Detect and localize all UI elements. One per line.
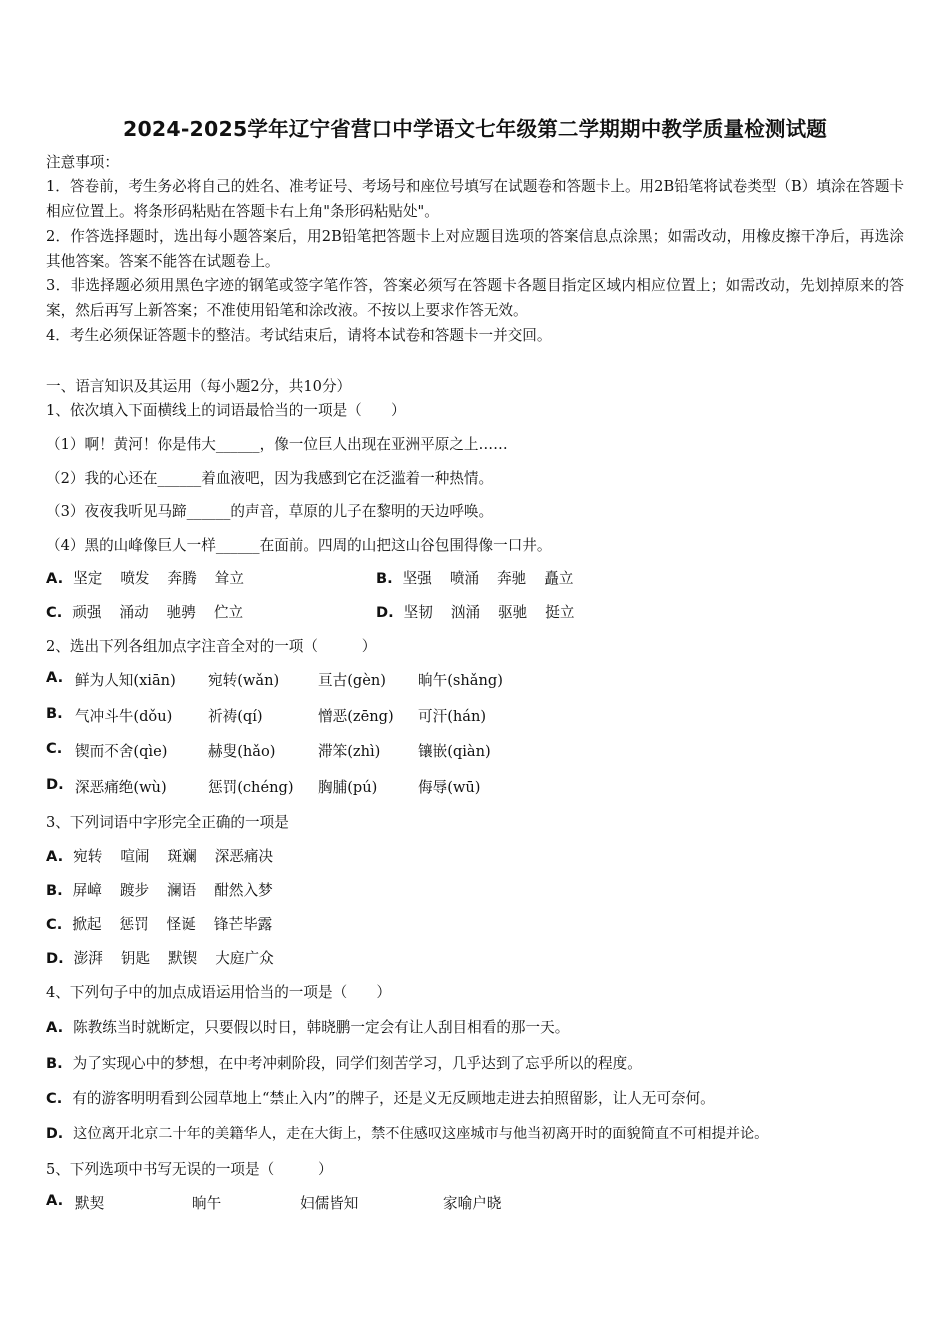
notice-item-2: 2．作答选择题时，选出每小题答案后，用2B铅笔把答题卡上对应题目选项的答案信息点涂黑；如需改动，用橡皮擦干净后，再选涂其他答案。答案不能答在试题卷上。 bbox=[46, 228, 904, 270]
q3-stem: 3、下列词语中字形完全正确的一项是 bbox=[46, 814, 289, 831]
option-word: 踱步 bbox=[119, 882, 150, 899]
option-letter: C. bbox=[46, 604, 63, 621]
option-word: 大庭广众 bbox=[215, 950, 274, 967]
option-word: 晌午 bbox=[192, 1195, 222, 1212]
pinyin-item: 祈祷(qí) bbox=[208, 708, 263, 725]
option-word: 挺立 bbox=[545, 604, 575, 621]
option-word: 澜语 bbox=[167, 882, 197, 899]
option-letter: D. bbox=[376, 604, 394, 621]
option-word: 深恶痛决 bbox=[214, 848, 274, 865]
option-word: 澎湃 bbox=[73, 950, 103, 967]
notice-item-1: 1．答卷前，考生务必将自己的姓名、准考证号、考场号和座位号填写在试题卷和答题卡上。用2B铅笔将试卷类型（B）填涂在答题卡相应位置上。将条形码粘贴在答题卡右上角"条形码粘贴处"。 bbox=[46, 178, 904, 220]
q3-option-b[interactable] bbox=[46, 879, 291, 900]
option-word: 喷涌 bbox=[449, 570, 480, 587]
option-text: 有的游客明明看到公园草地上“禁止入内”的牌子，还是义无反顾地走进去拍照留影，让人无可奈何。 bbox=[72, 1090, 715, 1107]
section-heading: 一、语言知识及其运用（每小题2分，共10分） bbox=[46, 378, 352, 395]
option-letter: B. bbox=[376, 570, 393, 587]
pinyin-item: 可汗(hán) bbox=[418, 708, 487, 725]
option-text: 陈教练当时就断定，只要假以时日，韩晓鹏一定会有让人刮目相看的那一天。 bbox=[73, 1019, 570, 1036]
q1-stem: 1、依次填入下面横线上的词语最恰当的一项是（ ） bbox=[46, 402, 406, 419]
q5-option-a[interactable] bbox=[46, 1192, 73, 1209]
pinyin-item: 气冲斗牛(dǒu) bbox=[75, 708, 173, 725]
option-letter: A. bbox=[46, 669, 64, 686]
option-letter: C. bbox=[46, 740, 63, 757]
option-letter: A. bbox=[46, 848, 64, 865]
option-text: 为了实现心中的梦想，在中考冲刺阶段，同学们刻苦学习，几乎达到了忘乎所以的程度。 bbox=[72, 1055, 642, 1072]
option-word: 喧闹 bbox=[120, 848, 150, 865]
option-word: 酣然入梦 bbox=[214, 882, 273, 899]
option-word: 坚韧 bbox=[403, 604, 433, 621]
option-letter: D. bbox=[46, 1126, 64, 1142]
option-word: 耸立 bbox=[214, 570, 244, 587]
pinyin-item: 亘古(gèn) bbox=[318, 672, 386, 689]
option-word: 顽强 bbox=[72, 604, 102, 621]
pinyin-item: 侮辱(wū) bbox=[418, 779, 481, 796]
option-letter: A. bbox=[46, 1192, 64, 1209]
pinyin-item: 宛转(wǎn) bbox=[208, 672, 280, 689]
page-title: 2024-2025学年辽宁省营口中学语文七年级第二学期期中教学质量检测试题 bbox=[122, 117, 828, 141]
pinyin-item: 锲而不舍(qìe) bbox=[75, 743, 168, 760]
option-word: 驱驰 bbox=[498, 604, 528, 621]
option-letter: B. bbox=[46, 705, 63, 722]
q3-option-c[interactable] bbox=[46, 913, 290, 934]
option-word: 默契 bbox=[75, 1195, 105, 1212]
option-letter: C. bbox=[46, 1090, 63, 1107]
option-word: 坚定 bbox=[73, 570, 103, 587]
q5-stem: 5、下列选项中书写无误的一项是（ ） bbox=[46, 1161, 333, 1178]
notice-item-3: 3．非选择题必须用黑色字迹的钢笔或签字笔作答，答案必须写在答题卡各题目指定区域内相应位置上；如需改动，先划掉原来的答案，然后再写上新答案；不准使用铅笔和涂改液。不按以上要求作答无效。 bbox=[46, 277, 904, 319]
option-word: 斑斓 bbox=[167, 848, 197, 865]
option-word: 奔驰 bbox=[497, 570, 527, 587]
pinyin-item: 滞笨(zhì) bbox=[318, 743, 381, 760]
q2-option-b[interactable] bbox=[46, 705, 73, 722]
pinyin-item: 鲜为人知(xiān) bbox=[75, 672, 176, 689]
option-word: 汹涌 bbox=[450, 604, 481, 621]
pinyin-item: 深恶痛绝(wù) bbox=[75, 779, 167, 796]
pinyin-item: 镶嵌(qiàn) bbox=[418, 743, 491, 760]
option-word: 涌动 bbox=[119, 604, 149, 621]
q4-stem: 4、下列句子中的加点成语运用恰当的一项是（ ） bbox=[46, 984, 391, 1001]
option-word: 掀起 bbox=[72, 916, 102, 933]
q4-option-c[interactable] bbox=[46, 1087, 715, 1108]
notice-heading: 注意事项： bbox=[46, 154, 119, 171]
pinyin-item: 赫叟(hǎo) bbox=[208, 743, 276, 760]
option-word: 驰骋 bbox=[166, 604, 196, 621]
q3-option-a[interactable] bbox=[46, 845, 291, 866]
option-word: 坚强 bbox=[402, 570, 432, 587]
option-letter: D. bbox=[46, 776, 64, 793]
option-word: 默锲 bbox=[168, 950, 198, 967]
option-word: 奔腾 bbox=[167, 570, 197, 587]
option-letter: D. bbox=[46, 950, 64, 967]
notice-item-4: 4．考生必须保证答题卡的整洁。考试结束后，请将本试卷和答题卡一并交回。 bbox=[46, 327, 552, 344]
q1-option-a[interactable] bbox=[46, 567, 262, 588]
option-word: 妇儒皆知 bbox=[300, 1195, 359, 1212]
q2-option-d[interactable] bbox=[46, 776, 74, 793]
q1-sentence: （2）我的心还在______着血液吧，因为我感到它在泛滥着一种热情。 bbox=[46, 470, 494, 487]
option-word: 喷发 bbox=[120, 570, 150, 587]
option-word: 矗立 bbox=[544, 570, 574, 587]
q1-sentence: （3）夜夜我听见马蹄______的声音，草原的儿子在黎明的天边呼唤。 bbox=[46, 503, 494, 520]
option-word: 锋芒毕露 bbox=[213, 916, 273, 933]
q2-option-a[interactable] bbox=[46, 669, 73, 686]
q1-option-b[interactable] bbox=[376, 567, 591, 588]
option-word: 惩罚 bbox=[119, 916, 149, 933]
pinyin-item: 晌午(shǎng) bbox=[418, 672, 503, 689]
option-letter: B. bbox=[46, 882, 63, 899]
pinyin-item: 憎恶(zēng) bbox=[318, 708, 394, 725]
q1-option-d[interactable] bbox=[376, 601, 592, 622]
q2-option-c[interactable] bbox=[46, 740, 72, 757]
option-word: 钥匙 bbox=[120, 950, 151, 967]
q4-option-d[interactable] bbox=[46, 1123, 768, 1143]
option-word: 怪诞 bbox=[166, 916, 196, 933]
q1-option-c[interactable] bbox=[46, 601, 261, 622]
q4-option-a[interactable] bbox=[46, 1016, 569, 1037]
pinyin-item: 胸脯(pú) bbox=[318, 779, 378, 796]
option-word: 伫立 bbox=[213, 604, 244, 621]
q2-stem: 2、选出下列各组加点字注音全对的一项（ ） bbox=[46, 638, 377, 655]
option-letter: A. bbox=[46, 1019, 64, 1036]
q1-sentence: （4）黑的山峰像巨人一样______在面前。四周的山把这山谷包围得像一口井。 bbox=[46, 537, 552, 554]
q3-option-d[interactable] bbox=[46, 947, 292, 968]
q1-sentence: （1）啊！黄河！你是伟大______，像一位巨人出现在亚洲平原之上…… bbox=[46, 436, 508, 453]
option-text: 这位离开北京二十年的美籍华人，走在大街上，禁不住感叹这座城市与他当初离开时的面貌简直不可相提并论。 bbox=[73, 1126, 769, 1142]
q4-option-b[interactable] bbox=[46, 1052, 642, 1073]
option-word: 屏嶂 bbox=[72, 882, 102, 899]
option-letter: C. bbox=[46, 916, 63, 933]
option-letter: B. bbox=[46, 1055, 63, 1072]
pinyin-item: 惩罚(chéng) bbox=[208, 779, 294, 796]
option-word: 宛转 bbox=[73, 848, 103, 865]
option-word: 家喻户晓 bbox=[443, 1195, 502, 1212]
option-letter: A. bbox=[46, 570, 64, 587]
